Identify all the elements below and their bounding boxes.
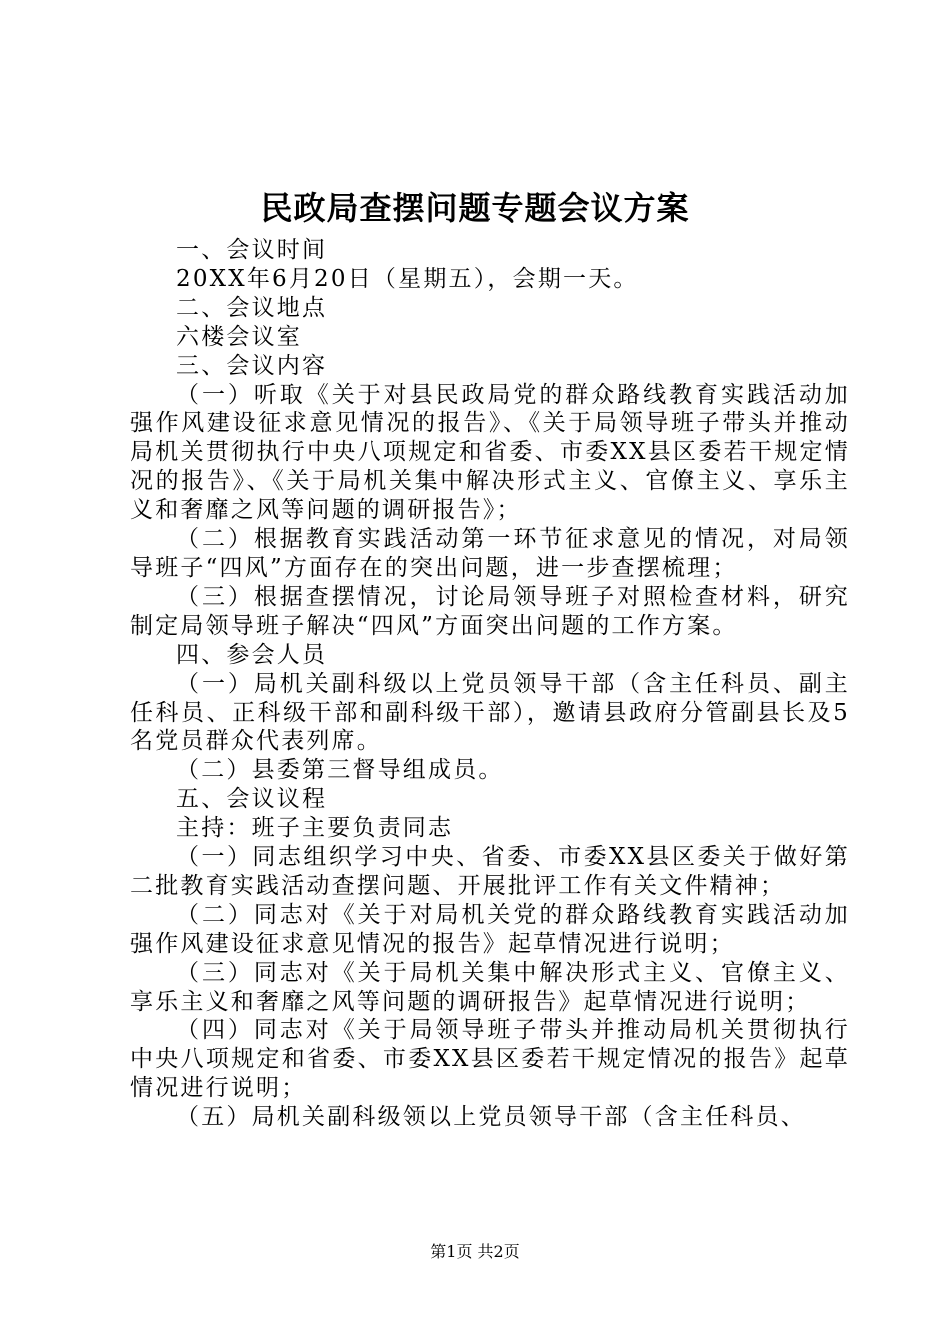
paragraph-location: 六楼会议室: [176, 323, 302, 350]
section-heading-content: 三、会议内容: [176, 352, 328, 379]
paragraph-agenda-2: （二）同志对《关于对局机关党的群众路线教育实践活动加强作风建设征求意见情况的报告》起草情况进行说明；: [130, 901, 850, 957]
section-heading-attendees: 四、参会人员: [176, 641, 328, 668]
section-heading-agenda: 五、会议议程: [176, 786, 328, 813]
document-title: 民政局查摆问题专题会议方案: [260, 189, 690, 227]
page-footer: 第1页 共2页: [430, 1242, 520, 1261]
paragraph-agenda-3: （三）同志对《关于局机关集中解决形式主义、官僚主义、享乐主义和奢靡之风等问题的调研报告》起草情况进行说明；: [130, 959, 850, 1015]
paragraph-agenda-4: （四）同志对《关于局领导班子带头并推动局机关贯彻执行中央八项规定和省委、市委XX县区委若干规定情况的报告》起草情况进行说明；: [130, 1017, 850, 1102]
paragraph-content-1: （一）听取《关于对县民政局党的群众路线教育实践活动加强作风建设征求意见情况的报告》、《关于局领导班子带头并推动局机关贯彻执行中央八项规定和省委、市委XX县区委若干规定情况的报告》、《关于局机关集中解决形式主义、官僚主义、享乐主义和奢靡之风等问题的调研报告》；: [130, 381, 850, 524]
paragraph-content-3: （三）根据查摆情况，讨论局领导班子对照检查材料，研究制定局领导班子解决“四风”方面突出问题的工作方案。: [130, 583, 850, 639]
paragraph-time: 20XX年6月20日（星期五），会期一天。: [176, 265, 639, 292]
document-body: [130, 236, 850, 1132]
paragraph-agenda-1: （一）同志组织学习中央、省委、市委XX县区委关于做好第二批教育实践活动查摆问题、开展批评工作有关文件精神；: [130, 844, 850, 899]
paragraph-attendees-1: （一）局机关副科级以上党员领导干部（含主任科员、副主任科员、正科级干部和副科级干部），邀请县政府分管副县长及5名党员群众代表列席。: [130, 670, 850, 755]
paragraph-host: 主持：班子主要负责同志: [176, 815, 454, 842]
paragraph-content-2: （二）根据教育实践活动第一环节征求意见的情况，对局领导班子“四风”方面存在的突出问题，进一步查摆梳理；: [130, 526, 850, 581]
section-heading-location: 二、会议地点: [176, 294, 328, 321]
section-heading-time: 一、会议时间: [176, 237, 328, 263]
paragraph-attendees-2: （二）县委第三督导组成员。: [176, 757, 504, 784]
paragraph-agenda-5: （五）局机关副科级领以上党员领导干部（含主任科员、: [176, 1104, 806, 1131]
